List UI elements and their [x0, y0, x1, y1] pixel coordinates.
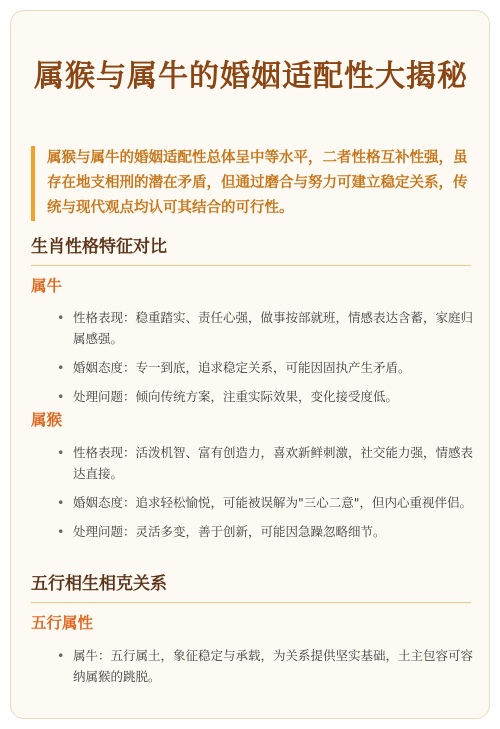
summary-callout: 属猴与属牛的婚姻适配性总体呈中等水平，二者性格互补性强，虽存在地支相刑的潜在矛盾，但通过磨合与努力可建立稳定关系，传统与现代观点均认可其结合的可行性。	[31, 146, 479, 221]
bullet-icon: •	[57, 389, 65, 404]
list-item: • 处理问题：灵活多变，善于创新，可能因急躁忽略细节。	[53, 521, 478, 542]
section-heading-zodiac-comparison: 生肖性格特征对比	[31, 235, 471, 266]
ox-trait-list	[53, 307, 478, 415]
list-item: • 属牛：五行属土，象征稳定与承载，为关系提供坚实基础，土主包容可容纳属猴的跳脱。	[53, 645, 478, 687]
subheading-monkey: 属猴	[31, 411, 63, 429]
bullet-icon: •	[57, 495, 65, 510]
bullet-icon: •	[57, 445, 65, 460]
five-elements-list	[53, 645, 478, 695]
bullet-icon: •	[57, 310, 65, 325]
bullet-icon: •	[57, 524, 65, 539]
section-heading-five-elements: 五行相生相克关系	[31, 572, 471, 603]
list-item: • 性格表现：稳重踏实、责任心强，做事按部就班，情感表达含蓄，家庭归属感强。	[53, 307, 478, 349]
list-item: • 婚姻态度：追求轻松愉悦，可能被误解为"三心二意"，但内心重视伴侣。	[53, 492, 478, 513]
subheading-ox: 属牛	[31, 277, 63, 295]
list-item: • 性格表现：活泼机智、富有创造力，喜欢新鲜刺激，社交能力强，情感表达直接。	[53, 442, 478, 484]
bullet-icon: •	[57, 648, 65, 663]
subheading-five-elements-attribute: 五行属性	[31, 614, 94, 632]
list-item: • 处理问题：倾向传统方案，注重实际效果，变化接受度低。	[53, 386, 478, 407]
article-card	[10, 10, 490, 719]
list-item: • 婚姻态度：专一到底，追求稳定关系，可能因固执产生矛盾。	[53, 357, 478, 378]
monkey-trait-list	[53, 442, 478, 550]
page-title: 属猴与属牛的婚姻适配性大揭秘	[34, 59, 468, 94]
bullet-icon: •	[57, 360, 65, 375]
